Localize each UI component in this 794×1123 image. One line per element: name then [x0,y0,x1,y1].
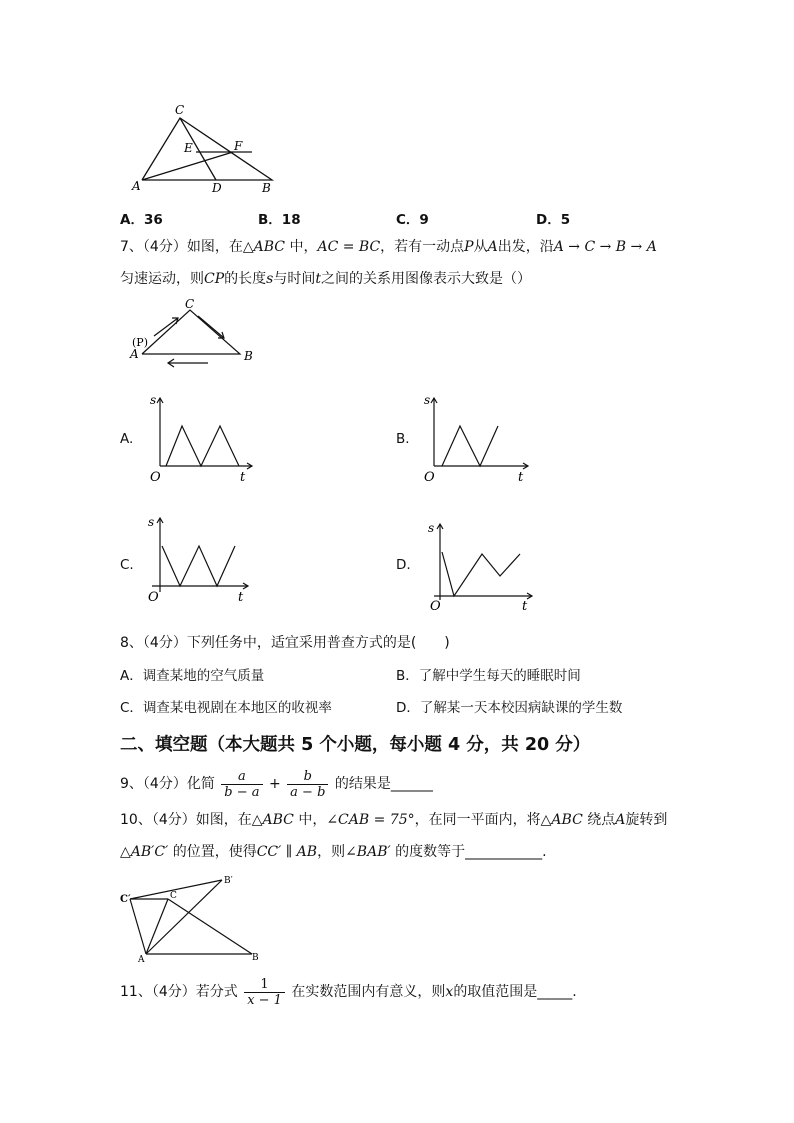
q6-label-f: F [234,139,243,153]
q7-graph-b[interactable] [418,392,538,488]
q10-label-c: C [170,891,177,901]
q8-option-b[interactable]: B．了解中学生每天的睡眠时间 [396,668,581,684]
q6-option-d[interactable]: D．5 [536,212,571,228]
q6-label-d: D [212,181,222,195]
q10-rotation-figure [116,870,266,962]
q7-fig-label-c: C [185,297,195,311]
q7-c-s-label: s [148,515,155,529]
q10-label-b-prime: B′ [224,876,233,886]
q7-d-t-label: t [522,599,528,612]
q6-option-b[interactable]: B．18 [258,212,301,228]
q6-label-e: E [184,141,193,155]
q7-a-t-label: t [240,470,246,485]
q7-fig-label-a: A [130,347,139,361]
q7-stem-line1: 7、（4分）如图，在△ABC 中，AC = BC，若有一动点P从A出发，沿A → C → B → A [120,239,657,255]
q10-label-c-prime: C′ [120,894,131,905]
q10-label-b: B [252,953,259,962]
q6-option-c[interactable]: C．9 [396,212,429,228]
q6-label-b: B [262,181,271,195]
q7-fig-label-b: B [244,349,253,363]
q7-c-o-label: O [148,590,159,605]
q7-d-o-label: O [430,599,441,612]
q11-stem: 11、（4分）若分式 $\frac{1}{x - 1}$ 在实数范围内有意义，则x的取值范围是_____. [120,976,577,1008]
q7-graph-a[interactable] [144,392,264,488]
q7-b-s-label: s [424,393,431,407]
q6-label-a: A [132,179,141,193]
q7-option-b-label[interactable]: B. [396,431,410,447]
q7-option-c-label[interactable]: C. [120,557,134,573]
q10-stem-line2: △AB′C′ 的位置，使得CC′ ∥ AB，则∠BAB′ 的度数等于___________. [120,844,547,860]
q7-a-o-label: O [150,470,161,485]
section-2-heading: 二、填空题（本大题共 5 个小题，每小题 4 分，共 20 分） [120,735,591,755]
q9-fraction-1: $\frac{a}{b - a}$ [221,769,262,800]
q7-fig-label-p: (P) [132,336,148,349]
q9-fraction-2: $\frac{b}{a - b}$ [287,769,328,800]
q7-b-t-label: t [518,470,524,485]
q6-option-a[interactable]: A．36 [120,212,163,228]
q7-option-a-label[interactable]: A. [120,431,134,447]
q7-graph-d[interactable] [424,516,544,612]
q11-fraction: $\frac{1}{x - 1}$ [244,977,285,1008]
q7-b-o-label: O [424,470,435,485]
q7-a-s-label: s [150,393,157,407]
q9-stem: 9、（4分）化简 $\frac{a}{b - a}$ + $\frac{b}{a - b}$ 的结果是______ [120,768,433,800]
q10-label-a: A [138,955,145,962]
q7-triangle-figure [128,296,268,370]
q7-graph-c[interactable] [144,512,264,608]
q8-option-d[interactable]: D．了解某一天本校因病缺课的学生数 [396,700,623,716]
q7-c-t-label: t [238,590,244,605]
q7-option-d-label[interactable]: D. [396,557,411,573]
q8-stem: 8、（4分）下列任务中，适宜采用普查方式的是( ) [120,635,450,651]
q6-triangle-figure [128,100,288,196]
q8-option-a[interactable]: A．调查某地的空气质量 [120,668,265,684]
q6-label-c: C [175,103,185,117]
q8-option-c[interactable]: C．调查某电视剧在本地区的收视率 [120,700,332,716]
q10-stem-line1: 10、（4分）如图，在△ABC 中，∠CAB = 75°，在同一平面内，将△ABC 绕点A旋转到 [120,812,668,828]
q7-stem-line2: 匀速运动，则CP的长度s与时间t之间的关系用图像表示大致是（） [120,271,531,287]
q7-d-s-label: s [428,521,435,535]
